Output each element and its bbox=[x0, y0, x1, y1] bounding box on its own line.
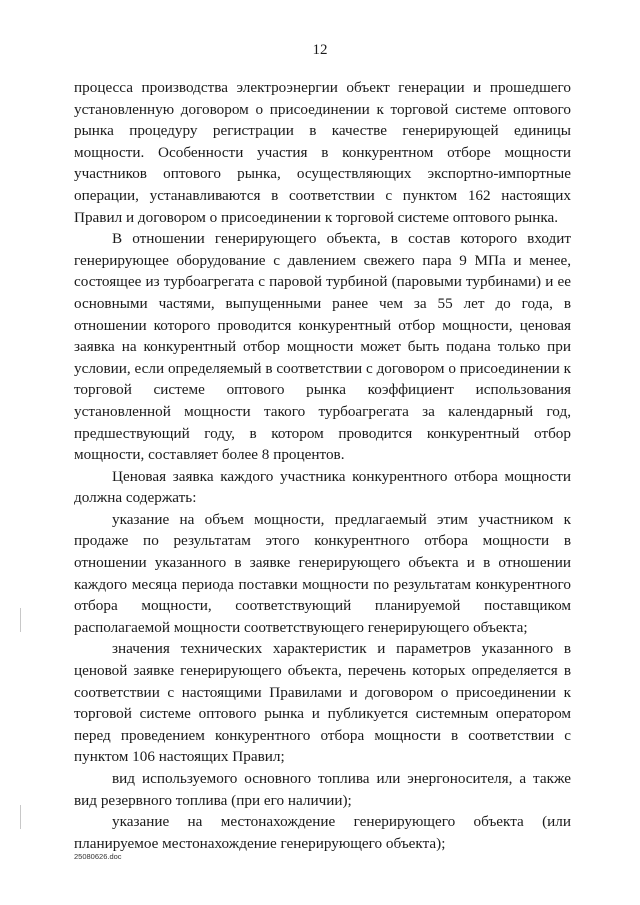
document-body bbox=[74, 77, 571, 854]
list-item-fuel-type: вид используемого основного топлива или энергоносителя, а также вид резервного топлива (при его наличии); bbox=[74, 770, 571, 809]
scan-artifact-mark bbox=[20, 805, 21, 829]
paragraph-steam-turbine-condition: В отношении генерирующего объекта, в состав которого входит генерирующее оборудование с давлением свежего пара 9 МПа и менее, состоящее из турбоагрегата с паровой турбиной (паровыми турбинами) и ее основными частями, выпущенными ранее чем за 55 лет до года, в отношении которого проводится конкурентный отбор мощности, ценовая заявка на конкурентный отбор мощности может быть подана только при условии, если определяемый в соответствии с договором о присоединении к торговой системе оптового рынка коэффициент использования установленной мощности такого турбоагрегата за календарный год, предшествующий году, в котором проводится конкурентный отбор мощности, составляет более 8 процентов. bbox=[74, 230, 571, 464]
footer-filename: 25080626.doc bbox=[74, 852, 122, 861]
list-item-technical-parameters: значения технических характеристик и параметров указанного в ценовой заявке генерирующего объекта, перечень которых определяется в соответствии с настоящими Правилами и договором о присоединении к торговой системе оптового рынка и публикуется системным оператором перед проведением конкурентного отбора мощности в соответствии с пунктом 106 настоящих Правил; bbox=[74, 640, 571, 766]
list-item-location: указание на местонахождение генерирующего объекта (или планируемое местонахождение генерирующего объекта); bbox=[74, 813, 571, 852]
paragraph-bid-contents-intro: Ценовая заявка каждого участника конкурентного отбора мощности должна содержать: bbox=[74, 467, 571, 507]
scan-artifact-mark bbox=[20, 608, 21, 632]
paragraph-continuation: процесса производства электроэнергии объект генерации и прошедшего установленную договором о присоединении к торговой системе оптового рынка процедуру регистрации в качестве генерирующей единицы мощности. Особенности участия в конкурентном отборе мощности участников оптового рынка, осуществляющих экспортно-импортные операции, устанавливаются в соответствии с пунктом 162 настоящих Правил и договором о присоединении к торговой системе оптового рынка. bbox=[74, 79, 571, 226]
list-item-capacity-volume: указание на объем мощности, предлагаемый этим участником к продаже по результатам этого конкурентного отбора мощности в отношении указанного в заявке генерирующего объекта и в отношении каждого месяца периода поставки мощности по результатам конкурентного отбора мощности, соответствующий планируемой поставщиком располагаемой мощности соответствующего генерирующего объекта; bbox=[74, 510, 571, 636]
page-number: 12 bbox=[312, 42, 328, 58]
